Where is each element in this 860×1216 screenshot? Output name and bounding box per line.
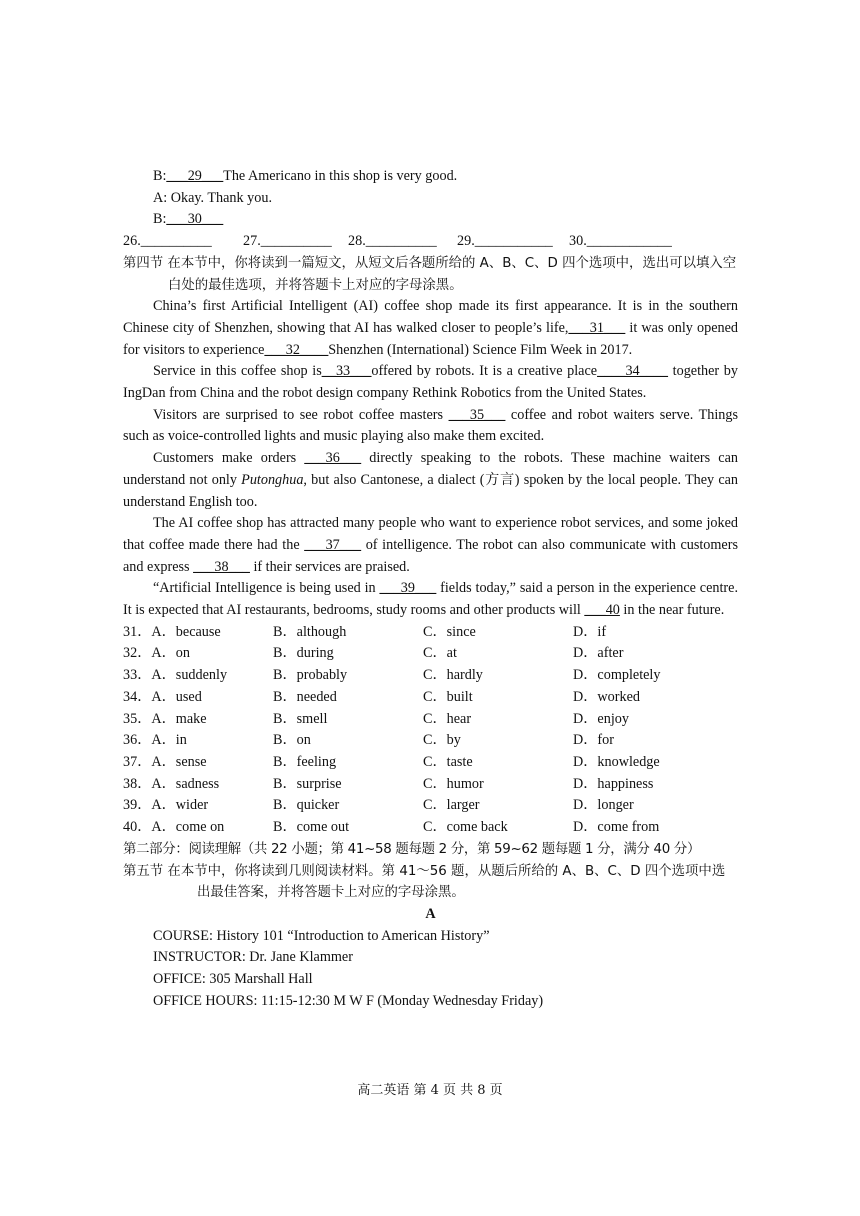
option-b[interactable]: B．during (273, 645, 334, 662)
option-c[interactable]: C．taste (423, 753, 473, 770)
blank-31[interactable]: ___31___ (568, 319, 626, 336)
option-d[interactable]: D．happiness (573, 775, 654, 792)
dialogue-line-b30: B:___30___ (153, 211, 224, 228)
option-d[interactable]: D．for (573, 732, 614, 749)
option-d[interactable]: D．longer (573, 797, 634, 814)
option-d[interactable]: D．completely (573, 667, 661, 684)
option-row-38 (123, 774, 738, 796)
exam-page (123, 166, 738, 1012)
option-d[interactable]: D．knowledge (573, 753, 660, 770)
option-c[interactable]: C．since (423, 623, 476, 640)
part2-heading: 第二部分：阅读理解（共 22 小题；第 41~58 题每题 2 分，第 59~62 题每题 1 分，满分 40 分） (123, 841, 701, 857)
option-a[interactable]: 31．A．because (123, 623, 221, 640)
section5-heading: 第五节 在本节中，你将读到几则阅读材料。第 41～56 题，从题后所给的 A、B、C、D 四个选项中选出最佳答案，并将答题卡上对应的字母涂黑。 (123, 863, 726, 901)
option-b[interactable]: B．needed (273, 688, 337, 705)
option-a[interactable]: 33．A．suddenly (123, 667, 228, 684)
blank-29[interactable]: ___29___ (166, 168, 224, 184)
blank-39[interactable]: ___39___ (379, 580, 437, 597)
blank-38[interactable]: ___38___ (193, 558, 250, 575)
blank-36[interactable]: ___36___ (304, 450, 362, 467)
option-b[interactable]: B．on (273, 732, 311, 749)
option-c[interactable]: C．built (423, 688, 473, 705)
option-b[interactable]: B．smell (273, 710, 328, 727)
section4-heading: 第四节 在本节中，你将读到一篇短文，从短文后各题所给的 A、B、C、D 四个选项中，选出可以填入空白处的最佳选项，并将答题卡上对应的字母涂黑。 (123, 255, 737, 293)
option-row-32 (123, 643, 738, 665)
option-c[interactable]: C．larger (423, 797, 480, 814)
instructor-line: INSTRUCTOR: Dr. Jane Klammer (153, 949, 353, 966)
answer-blank-30[interactable]: 30.____________ (569, 233, 672, 250)
option-row-31 (123, 622, 738, 644)
option-a[interactable]: 40．A．come on (123, 819, 225, 836)
option-a[interactable]: 38．A．sadness (123, 775, 220, 792)
option-row-36 (123, 730, 738, 752)
option-d[interactable]: D．worked (573, 688, 640, 705)
passage-paragraph-6: “Artificial Intelligence is being used in ___39___ fields today,” said a person in the experience centre. It is expected that AI restaurants, bedrooms, study rooms and other products will ___40 in the near future. (123, 580, 739, 619)
blank-37[interactable]: ___37___ (304, 536, 362, 553)
options-table (123, 622, 738, 839)
option-d[interactable]: D．come from (573, 819, 660, 836)
option-c[interactable]: C．hardly (423, 667, 483, 684)
option-d[interactable]: D．if (573, 623, 607, 640)
option-c[interactable]: C．at (423, 645, 457, 662)
option-row-33 (123, 665, 738, 687)
option-row-35 (123, 709, 738, 731)
answer-blank-29[interactable]: 29.___________ (457, 233, 553, 250)
option-row-39 (123, 795, 738, 817)
option-a[interactable]: 37．A．sense (123, 753, 207, 770)
page-footer: 高二英语 第 4 页 共 8 页 (357, 1083, 503, 1098)
option-a[interactable]: 32．A．on (123, 645, 190, 662)
option-b[interactable]: B．feeling (273, 753, 337, 770)
option-a[interactable]: 34．A．used (123, 688, 202, 705)
passage-paragraph-2: Service in this coffee shop is__33___offered by robots. It is a creative place____34____ together by IngDan from China and the robot design company Rethink Robotics from the United States. (123, 363, 738, 402)
office-hours-line: OFFICE HOURS: 11:15-12:30 M W F (Monday Wednesday Friday) (153, 992, 544, 1009)
option-a[interactable]: 36．A．in (123, 732, 187, 749)
passage-a-label: A (425, 905, 436, 922)
option-b[interactable]: B．probably (273, 667, 348, 684)
option-row-40 (123, 817, 738, 839)
blank-30[interactable]: ___30___ (166, 211, 224, 228)
passage-paragraph-5: The AI coffee shop has attracted many people who want to experience robot services, and some joked that coffee made there had the ___37___ of intelligence. The robot can also communicate with customers and express ___38___ if their services are praised. (123, 515, 738, 575)
option-c[interactable]: C．hear (423, 710, 472, 727)
option-b[interactable]: B．quicker (273, 797, 340, 814)
office-line: OFFICE: 305 Marshall Hall (153, 971, 313, 988)
answer-blank-26[interactable]: 26.__________ (123, 233, 212, 250)
option-c[interactable]: C．by (423, 732, 461, 749)
blank-33[interactable]: __33___ (321, 363, 372, 380)
blank-40[interactable]: ___40 (584, 602, 620, 619)
answer-blank-28[interactable]: 28.__________ (348, 233, 437, 250)
option-b[interactable]: B．surprise (273, 775, 342, 792)
option-d[interactable]: D．enjoy (573, 710, 629, 727)
option-row-37 (123, 752, 738, 774)
option-c[interactable]: C．come back (423, 819, 508, 836)
blank-35[interactable]: ___35___ (448, 406, 506, 423)
passage-paragraph-1: China’s first Artificial Intelligent (AI) coffee shop made its first appearance. It is in the southern Chinese city of Shenzhen, showing that AI has walked closer to people’s life,___31___ it was only opened for visitors to experience___32____Shenzhen (International) Science Film Week in 2017. (123, 298, 739, 358)
option-d[interactable]: D．after (573, 645, 624, 662)
dialogue-line-b29: B:___29___The Americano in this shop is very good. (153, 168, 458, 184)
blank-34[interactable]: ____34____ (597, 363, 669, 380)
option-c[interactable]: C．humor (423, 775, 484, 792)
option-a[interactable]: 35．A．make (123, 710, 207, 727)
blank-32[interactable]: ___32____ (264, 341, 329, 358)
option-b[interactable]: B．come out (273, 819, 350, 836)
passage-paragraph-4: Customers make orders ___36___ directly speaking to the robots. These machine waiters can understand not only Putonghua, but also Cantonese, a dialect (方言) spoken by the local people. They can understand English too. (123, 450, 739, 510)
option-row-34 (123, 687, 738, 709)
dialogue-line-a: A: Okay. Thank you. (153, 189, 272, 206)
answer-line (123, 231, 738, 253)
option-a[interactable]: 39．A．wider (123, 797, 209, 814)
answer-blank-27[interactable]: 27.__________ (243, 233, 332, 250)
passage-paragraph-3: Visitors are surprised to see robot coffee masters ___35___ coffee and robot waiters serve. Things such as voice-controlled lights and music playing also make them excited. (123, 406, 739, 445)
course-line: COURSE: History 101 “Introduction to American History” (153, 927, 490, 944)
option-b[interactable]: B．although (273, 623, 347, 640)
